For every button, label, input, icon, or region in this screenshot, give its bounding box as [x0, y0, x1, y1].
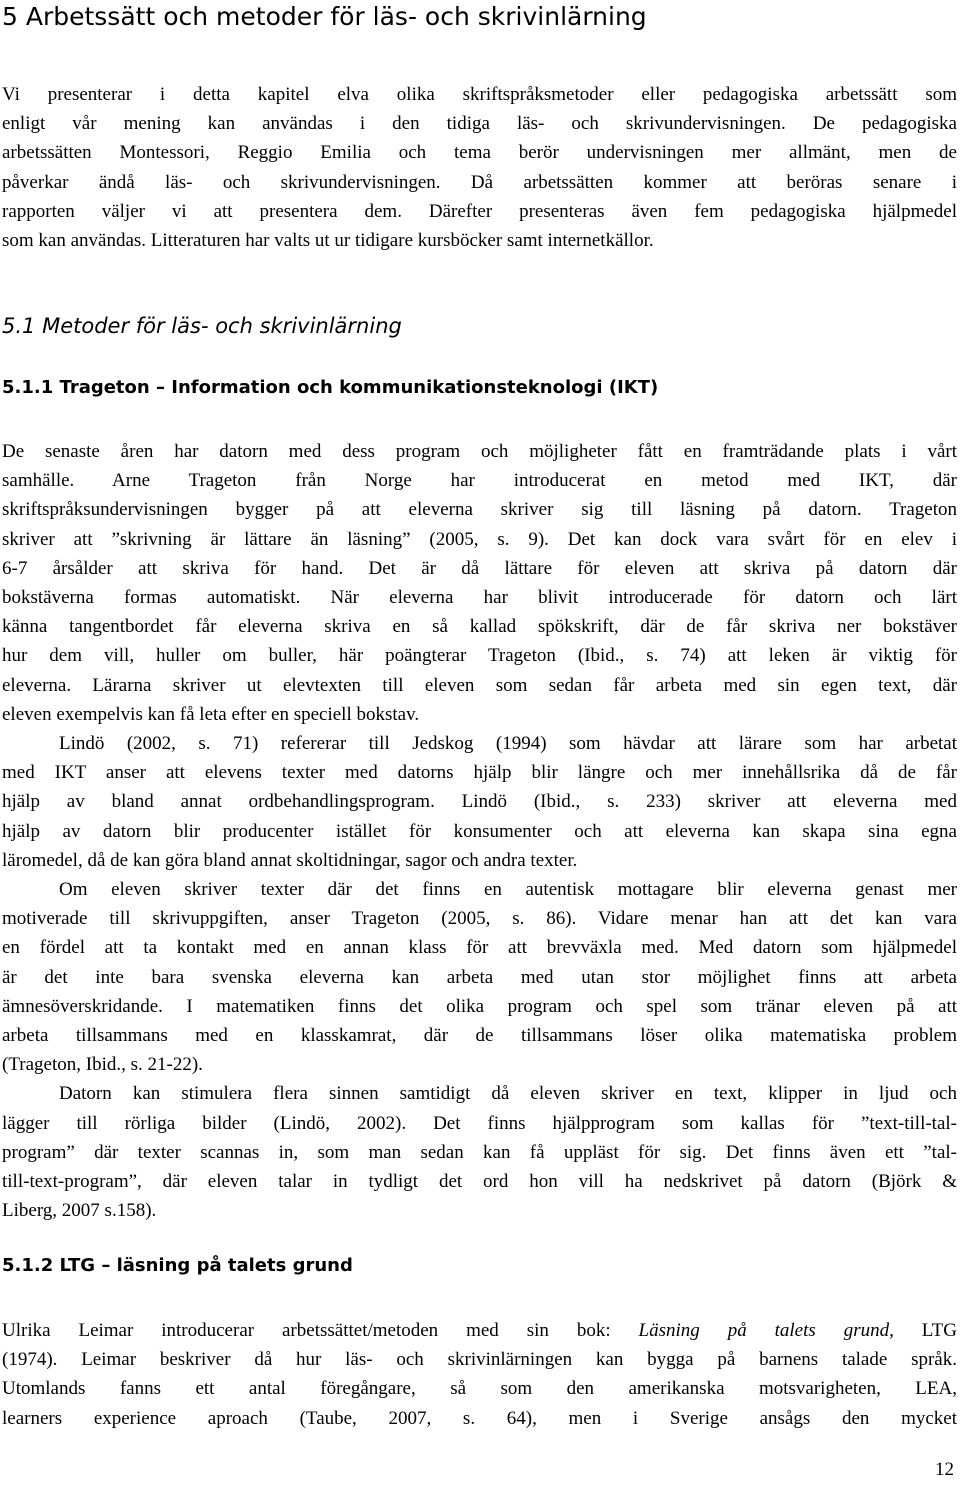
text-line: motiverade till skrivuppgiften, anser Trageton (2005, s. 86). Vidare menar han att det kan vara	[2, 908, 957, 930]
text-line: är det inte bara svenska eleverna kan arbeta med utan stor möjlighet finns att arbeta	[2, 966, 957, 988]
text-line: learners experience aproach (Taube, 2007, s. 64), men i Sverige ansågs den mycket	[2, 1407, 957, 1429]
text-line: hur dem vill, huller om buller, här poängterar Trageton (Ibid., s. 74) att leken är viktig för	[2, 645, 957, 667]
text-line: hjälp av datorn blir producenter istället för konsumenter och att eleverna kan skapa sina egna	[2, 820, 957, 842]
text-run: Ulrika Leimar introducerar arbetssättet/metoden med sin bok:	[2, 1320, 639, 1341]
text-line: enligt vår mening kan användas i den tidiga läs- och skrivundervisningen. De pedagogiska	[2, 113, 957, 135]
text-line: läromedel, då de kan göra bland annat skoltidningar, sagor och andra texter.	[2, 849, 578, 871]
text-line: Utomlands fanns ett antal föregångare, så som den amerikanska motsvarigheten, LEA,	[2, 1378, 957, 1400]
section-heading: 5.1 Metoder för läs- och skrivinlärning	[2, 314, 402, 338]
text-line: De senaste åren har datorn med dess program och möjligheter fått en framträdande plats i vårt	[2, 441, 957, 462]
text-line: eleverna. Lärarna skriver ut elevtexten till eleven som sedan får arbeta med sin egen text, där	[2, 674, 957, 696]
text-line: (1974). Leimar beskriver då hur läs- och skrivinlärningen kan bygga på barnens talade språk.	[2, 1349, 957, 1371]
text-line: arbetssätten Montessori, Reggio Emilia och tema berör undervisningen mer allmänt, men de	[2, 142, 957, 164]
text-run: LTG	[893, 1320, 957, 1341]
text-line: som kan användas. Litteraturen har valts ut ur tidigare kursböcker samt internetkällor.	[2, 230, 654, 252]
text-line: program” där texter scannas in, som man sedan kan få uppläst för sig. Det finns även ett ”tal-	[2, 1141, 957, 1163]
intro-paragraph	[2, 80, 957, 255]
text-line: Liberg, 2007 s.158).	[2, 1200, 157, 1222]
page-number: 12	[935, 1459, 954, 1480]
text-line: till-text-program”, där eleven talar in tydligt det ord hon vill ha nedskrivet på datorn (Björk &	[2, 1171, 957, 1193]
text-line: Datorn kan stimulera flera sinnen samtidigt då eleven skriver en text, klipper in ljud och	[59, 1083, 957, 1105]
subsection-heading-ikt: 5.1.1 Trageton – Information och kommunikationsteknologi (IKT)	[2, 377, 659, 398]
ltg-body	[2, 1316, 957, 1433]
text-line: samhälle. Arne Trageton från Norge har introducerat en metod med IKT, där	[2, 470, 957, 492]
text-line: arbeta tillsammans med en klasskamrat, där de tillsammans löser olika matematiska problem	[2, 1025, 957, 1047]
text-line: Om eleven skriver texter där det finns en autentisk mottagare blir eleverna genast mer	[59, 879, 957, 901]
book-title: Läsning på talets grund,	[638, 1320, 894, 1341]
text-line: ämnesöverskridande. I matematiken finns det olika program och spel som tränar eleven på att	[2, 995, 957, 1017]
text-line: 6-7 årsålder att skriva för hand. Det är då lättare för eleven att skriva på datorn där	[2, 557, 957, 579]
text-line	[2, 1316, 957, 1345]
chapter-heading: 5 Arbetssätt och metoder för läs- och skrivinlärning	[2, 2, 647, 31]
text-line: känna tangentbordet får eleverna skriva en så kallad spökskrift, där de får skriva ner bokstäver	[2, 616, 957, 638]
text-line: skriver att ”skrivning är lättare än läsning” (2005, s. 9). Det kan dock vara svårt för en elev i	[2, 528, 957, 550]
text-line: Vi presenterar i detta kapitel elva olika skriftspråksmetoder eller pedagogiska arbetssätt som	[2, 84, 957, 105]
text-line: eleven exempelvis kan få leta efter en speciell bokstav.	[2, 703, 420, 725]
text-line: hjälp av bland annat ordbehandlingsprogram. Lindö (Ibid., s. 233) skriver att eleverna med	[2, 791, 957, 813]
text-line: en fördel att ta kontakt med en annan klass för att brevväxla med. Med datorn som hjälpmedel	[2, 937, 957, 959]
ikt-body	[2, 437, 957, 1225]
text-line: bokstäverna formas automatiskt. När eleverna har blivit introducerade för datorn och lärt	[2, 587, 957, 609]
text-line: rapporten väljer vi att presentera dem. Därefter presenteras även fem pedagogiska hjälpmedel	[2, 200, 957, 222]
text-line: med IKT anser att elevens texter med datorns hjälp blir längre och mer innehållsrika då de får	[2, 762, 957, 784]
text-line: lägger till rörliga bilder (Lindö, 2002). Det finns hjälpprogram som kallas för ”text-till-tal-	[2, 1112, 957, 1134]
text-line: Lindö (2002, s. 71) refererar till Jedskog (1994) som hävdar att lärare som har arbetat	[59, 733, 957, 755]
text-line: (Trageton, Ibid., s. 21-22).	[2, 1054, 203, 1076]
text-line: påverkar ändå läs- och skrivundervisningen. Då arbetssätten kommer att beröras senare i	[2, 171, 957, 193]
text-line: skriftspråksundervisningen bygger på att eleverna skriver sig till läsning på datorn. Trageton	[2, 499, 957, 521]
subsection-heading-ltg: 5.1.2 LTG – läsning på talets grund	[2, 1255, 353, 1276]
